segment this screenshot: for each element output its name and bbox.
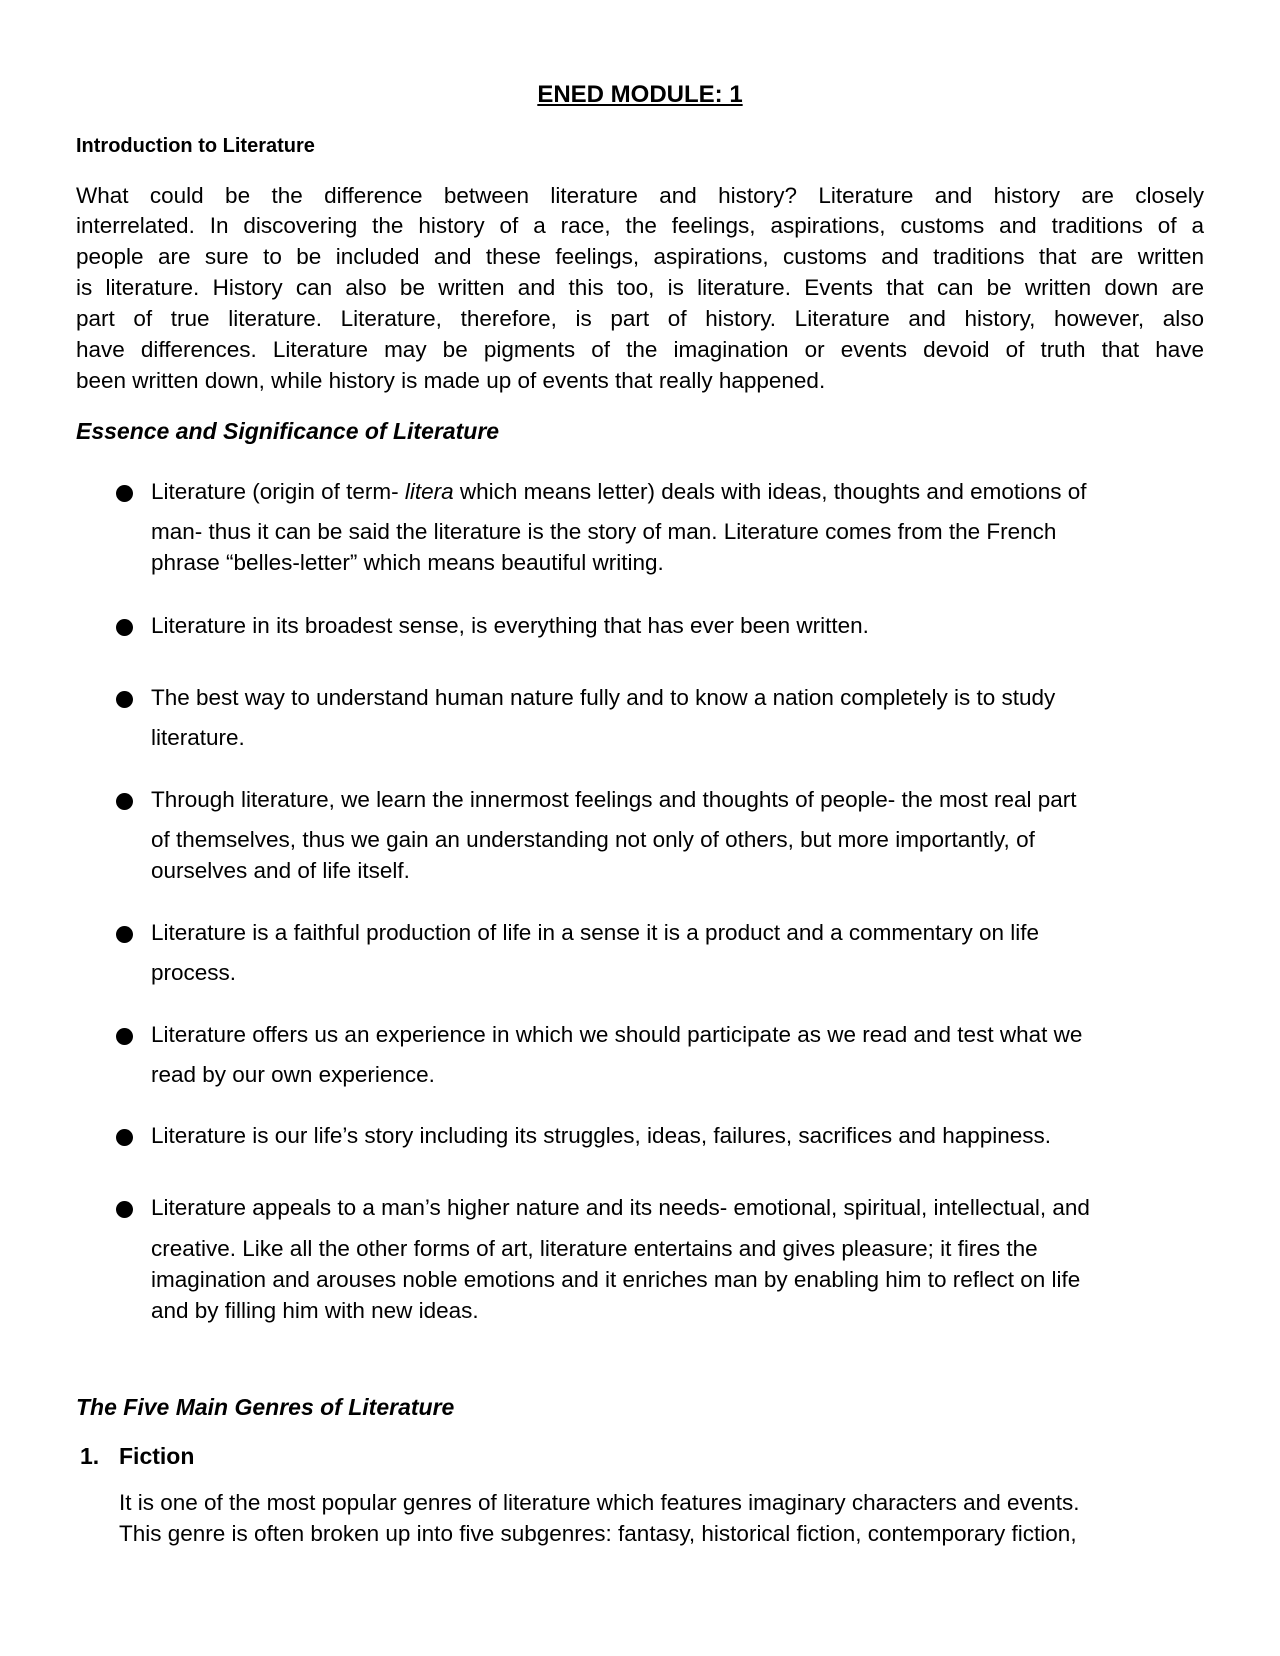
paragraph-line: been written down, while history is made up of events that really happened. [76,368,826,393]
paragraph-line: What could be the difference between literature and history? Literature and history are closely [76,183,1204,208]
paragraph-line: people are sure to be included and these feelings, aspirations, customs and traditions that are written [76,244,1204,269]
bullet-line: and by filling him with new ideas. [151,1298,479,1323]
italic-term: litera [404,479,454,504]
intro-heading: Introduction to Literature [76,135,315,157]
paragraph-line: part of true literature. Literature, therefore, is part of history. Literature and history, however, also [76,306,1204,331]
genre-line: It is one of the most popular genres of literature which features imaginary characters and events. [119,1490,1080,1515]
bullet-line: man- thus it can be said the literature is the story of man. Literature comes from the French [151,519,1057,544]
bullet-icon [116,1028,133,1045]
bullet-line: literature. [151,725,245,750]
paragraph-line: is literature. History can also be written and this too, is literature. Events that can be written down are [76,275,1204,300]
bullet-line: phrase “belles-letter” which means beautiful writing. [151,550,664,575]
bullet-line: creative. Like all the other forms of art, literature entertains and gives pleasure; it fires the [151,1236,1038,1261]
paragraph-line: have differences. Literature may be pigments of the imagination or events devoid of truth that have [76,337,1204,362]
genre-number: 1. [80,1443,100,1469]
bullet-line: Literature is our life’s story including its struggles, ideas, failures, sacrifices and happiness. [151,1123,1052,1148]
bullet-line: Literature offers us an experience in which we should participate as we read and test what we [151,1022,1083,1047]
genres-heading: The Five Main Genres of Literature [76,1394,455,1420]
bullet-icon [116,793,133,810]
bullet-line: The best way to understand human nature fully and to know a nation completely is to study [151,685,1056,710]
bullet-icon [116,691,133,708]
genre-line: This genre is often broken up into five subgenres: fantasy, historical fiction, contemporary fiction, [119,1521,1077,1546]
bullet-line: Literature appeals to a man’s higher nature and its needs- emotional, spiritual, intellectual, and [151,1195,1090,1220]
genre-name: Fiction [119,1443,195,1469]
bullet-line: Through literature, we learn the innermost feelings and thoughts of people- the most real part [151,787,1077,812]
bullet-line: Literature in its broadest sense, is everything that has ever been written. [151,613,869,638]
bullet-icon [116,619,133,636]
bullet-line: imagination and arouses noble emotions and it enriches man by enabling him to reflect on life [151,1267,1081,1292]
bullet-line: read by our own experience. [151,1062,435,1087]
bullet-line: ourselves and of life itself. [151,858,410,883]
bullet-line: Literature is a faithful production of life in a sense it is a product and a commentary on life [151,920,1039,945]
text-segment: which means letter) deals with ideas, thoughts and emotions of [453,479,1087,504]
text-segment: Literature (origin of term- [151,479,405,504]
page-title: ENED MODULE: 1 [537,81,743,108]
bullet-icon [116,1201,133,1218]
bullet-line: process. [151,960,237,985]
bullet-line: of themselves, thus we gain an understanding not only of others, but more importantly, of [151,827,1035,852]
bullet-line [151,479,1086,505]
essence-heading: Essence and Significance of Literature [76,418,500,444]
bullet-icon [116,926,133,943]
bullet-icon [116,485,133,502]
paragraph-line: interrelated. In discovering the history of a race, the feelings, aspirations, customs and traditions of a [76,213,1204,238]
bullet-icon [116,1129,133,1146]
